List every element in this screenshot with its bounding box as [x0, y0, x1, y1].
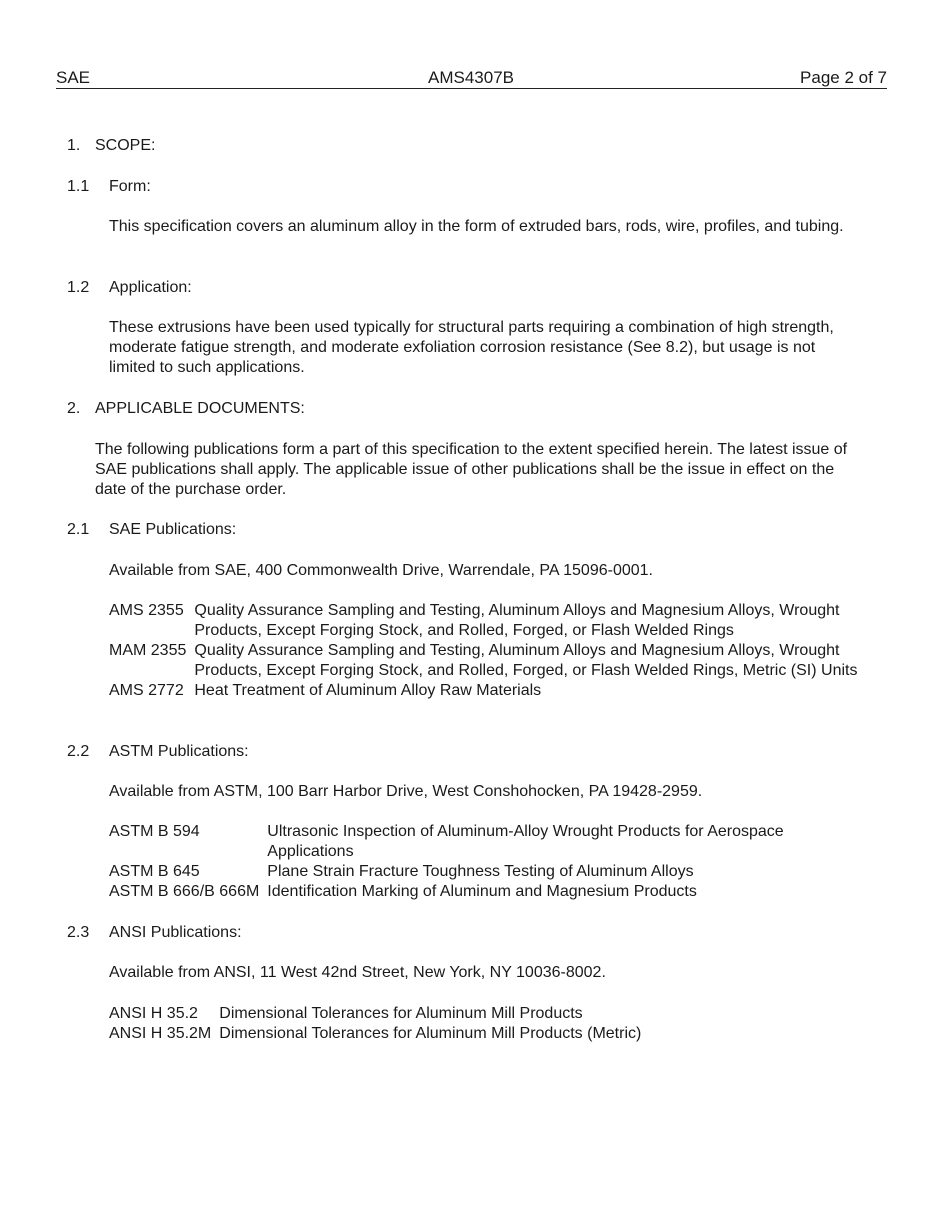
table-row — [109, 1024, 641, 1044]
section-1-number: 1. — [67, 137, 81, 154]
table-row — [109, 822, 844, 862]
header-page-number: Page 2 of 7 — [800, 68, 887, 87]
ref-title: Quality Assurance Sampling and Testing, Aluminum Alloys and Magnesium Alloys, Wrought Products, Except Forging Stock, and Rolled, Forged, or Flash Welded Rings — [194, 602, 840, 639]
astm-references-table — [109, 822, 844, 902]
ansi-references-table — [109, 1004, 641, 1044]
ref-title: Ultrasonic Inspection of Aluminum-Alloy Wrought Products for Aerospace Applications — [267, 823, 784, 860]
ref-code: ANSI H 35.2 — [109, 1005, 198, 1022]
section-2-2-availability: Available from ASTM, 100 Barr Harbor Drive, West Conshohocken, PA 19428-2959. — [109, 783, 703, 800]
ref-code: ASTM B 666/B 666M — [109, 883, 260, 900]
section-2-number: 2. — [67, 400, 81, 417]
header-rule — [56, 88, 887, 89]
table-row — [109, 1004, 641, 1024]
ref-code: AMS 2772 — [109, 682, 184, 699]
section-2-3-title: ANSI Publications: — [109, 924, 242, 941]
section-1-1-body: This specification covers an aluminum alloy in the form of extruded bars, rods, wire, profiles, and tubing. — [109, 218, 844, 235]
ref-title: Heat Treatment of Aluminum Alloy Raw Materials — [194, 682, 542, 699]
section-2-2-number: 2.2 — [67, 743, 90, 760]
section-1-1-number: 1.1 — [67, 178, 90, 195]
section-1-2-number: 1.2 — [67, 279, 90, 296]
section-1-2-title: Application: — [109, 279, 192, 296]
ref-code: MAM 2355 — [109, 642, 187, 659]
section-2-2-title: ASTM Publications: — [109, 743, 249, 760]
ref-title: Dimensional Tolerances for Aluminum Mill Products — [219, 1005, 583, 1022]
table-row — [109, 681, 869, 701]
ref-code: ASTM B 594 — [109, 823, 200, 840]
ref-title: Plane Strain Fracture Toughness Testing of Aluminum Alloys — [267, 863, 694, 880]
ref-title: Dimensional Tolerances for Aluminum Mill Products (Metric) — [219, 1025, 642, 1042]
header-doc-number: AMS4307B — [428, 68, 514, 87]
section-2-3-number: 2.3 — [67, 924, 90, 941]
table-row — [109, 601, 869, 641]
table-row — [109, 862, 844, 882]
section-1-1-title: Form: — [109, 178, 151, 195]
sae-references-table — [109, 601, 869, 701]
section-2-1-title: SAE Publications: — [109, 521, 237, 538]
section-2-1-number: 2.1 — [67, 521, 90, 538]
ref-code: ASTM B 645 — [109, 863, 200, 880]
section-2-1-availability: Available from SAE, 400 Commonwealth Drive, Warrendale, PA 15096-0001. — [109, 562, 653, 579]
ref-code: ANSI H 35.2M — [109, 1025, 212, 1042]
section-2-title: APPLICABLE DOCUMENTS: — [95, 400, 305, 417]
section-1-2-body: These extrusions have been used typically for structural parts requiring a combination of high strength, moderate fatigue strength, and moderate exfoliation corrosion resistance (See 8.2), but usage is not limited to such applications. — [109, 319, 834, 376]
table-row — [109, 641, 869, 681]
header-org: SAE — [56, 68, 91, 87]
ref-title: Identification Marking of Aluminum and Magnesium Products — [267, 883, 697, 900]
ref-code: AMS 2355 — [109, 602, 184, 619]
ref-title: Quality Assurance Sampling and Testing, Aluminum Alloys and Magnesium Alloys, Wrought Products, Except Forging Stock, and Rolled, Forged, or Flash Welded Rings, Metric (SI) Units — [194, 642, 858, 679]
table-row — [109, 882, 844, 902]
section-2-3-availability: Available from ANSI, 11 West 42nd Street, New York, NY 10036-8002. — [109, 964, 606, 981]
section-1-title: SCOPE: — [95, 137, 156, 154]
section-2-body: The following publications form a part of this specification to the extent specified herein. The latest issue of SAE publications shall apply. The applicable issue of other publications shall be the issue in effect on the date of the purchase order. — [95, 441, 848, 498]
